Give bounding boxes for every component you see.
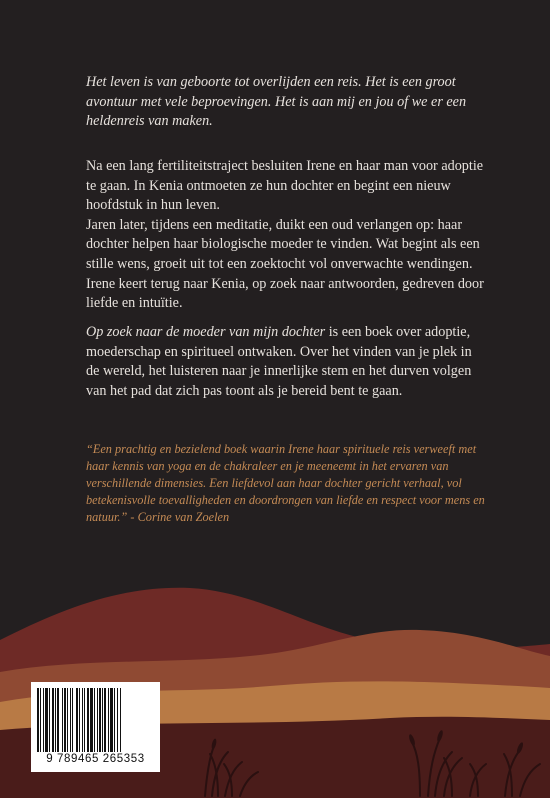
quote-text: “Een prachtig en bezielend boek waarin Irene haar spirituele reis verweeft met haar kennis van yoga en de chakraleer en je meeneemt in het ervaren van verschillende dimensies. Een liefdevol aan haar dochter gericht verhaal, vol betekenisvolle toevalligheden en doordrongen van liefde en respect voor mens en natuur.” (86, 442, 485, 524)
barcode-bars (37, 688, 154, 752)
isbn-number: 9 789465 265353 (46, 753, 145, 765)
quote-attribution: - Corine van Zoelen (127, 510, 230, 524)
intro-paragraph: Het leven is van geboorte tot overlijden een reis. Het is een groot avontuur met vele beproevingen. Het is aan mij en jou of we er een heldenreis van maken. (86, 74, 467, 130)
barcode (31, 682, 160, 772)
summary-text: is een boek over adoptie, moederschap en spiritueel ontwaken. Over het vinden van je plek in de wereld, het luisteren naar je innerlijke stem en het durven volgen van het pad dat zich pas toont als je bereid bent te gaan. (86, 324, 472, 399)
review-quote (86, 441, 496, 526)
summary-paragraph (86, 323, 486, 401)
story-section (86, 157, 486, 314)
story-paragraph-2: Jaren later, tijdens een meditatie, duikt een oud verlangen op: haar dochter helpen haar biologische moeder te vinden. Wat begint als een stille wens, groeit uit tot een zoektocht vol onverwachte wendingen. Irene keert terug naar Kenia, op zoek naar antwoorden, gedreven door liefde en intuïtie. (86, 216, 484, 312)
story-paragraph-1: Na een lang fertiliteitstraject besluiten Irene en haar man voor adoptie te gaan. In Kenia ontmoeten ze hun dochter en begint een nieuw hoofdstuk in hun leven. (86, 158, 484, 214)
book-title: Op zoek naar de moeder van mijn dochter (86, 324, 326, 340)
